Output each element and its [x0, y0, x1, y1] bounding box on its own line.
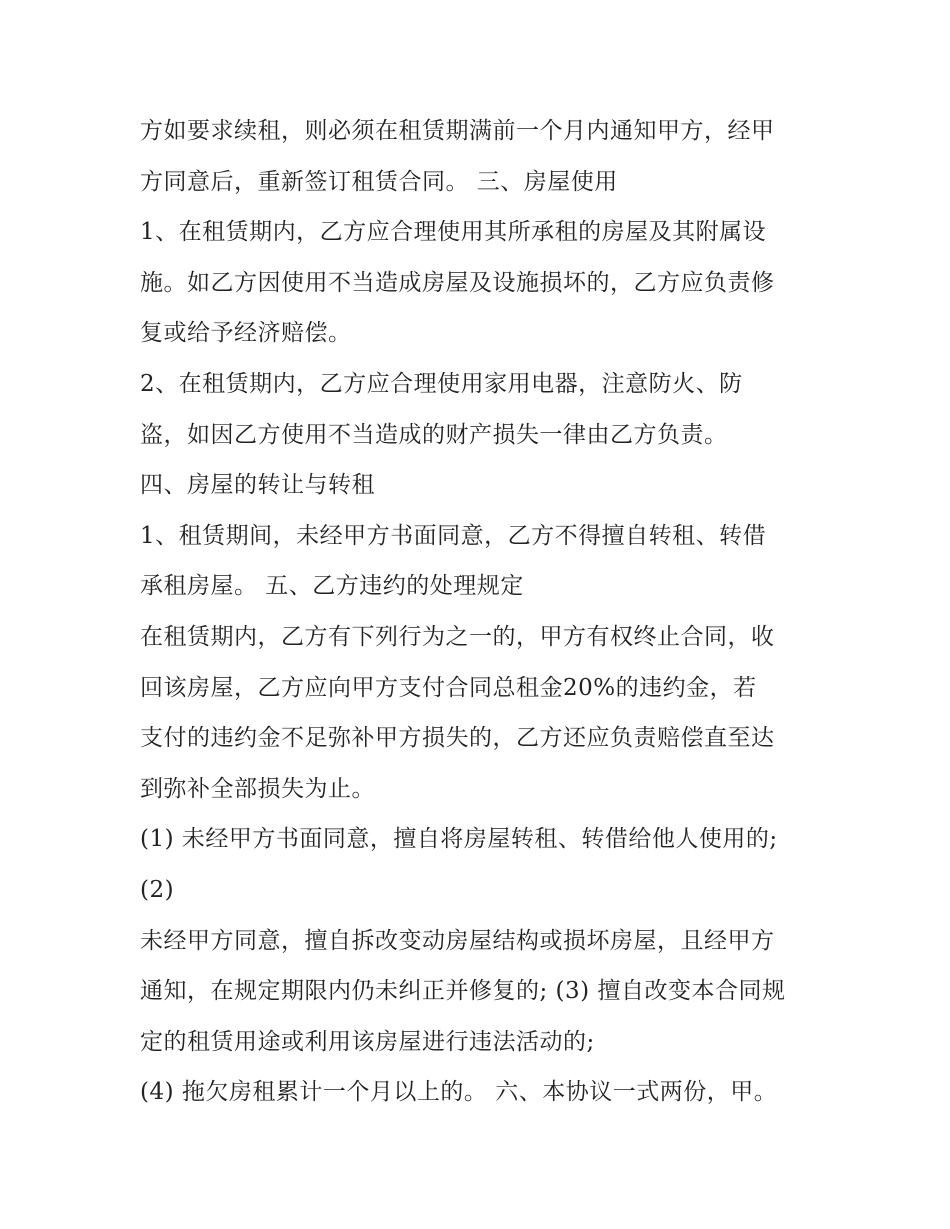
document-line: 承租房屋。 五、乙方违约的处理规定 — [140, 573, 524, 600]
document-line: 方同意后，重新签订租赁合同。 三、房屋使用 — [140, 168, 618, 195]
document-body — [140, 106, 830, 1118]
document-line: 2、在租赁期内，乙方应合理使用家用电器，注意防火、防 — [140, 370, 743, 397]
list-item: (1) 未经甲方书面同意，擅自将房屋转租、转借给他人使用的; — [140, 826, 778, 853]
section-heading: 四、房屋的转让与转租 — [140, 472, 375, 499]
document-line: 在租赁期内，乙方有下列行为之一的，甲方有权终止合同，收 — [140, 623, 775, 650]
document-line: 盗，如因乙方使用不当造成的财产损失一律由乙方负责。 — [140, 421, 728, 448]
document-line: 支付的违约金不足弥补甲方损失的，乙方还应负责赔偿直至达 — [140, 725, 775, 752]
document-line: 施。如乙方因使用不当造成房屋及设施损坏的，乙方应负责修 — [140, 269, 775, 296]
document-line: 复或给予经济赔偿。 — [140, 320, 352, 347]
document-line: 回该房屋，乙方应向甲方支付合同总租金20%的违约金，若 — [140, 674, 757, 701]
document-line: 方如要求续租，则必须在租赁期满前一个月内通知甲方，经甲 — [140, 118, 775, 144]
document-line: 1、租赁期间，未经甲方书面同意，乙方不得擅自转租、转借 — [140, 522, 767, 549]
list-item: (4) 拖欠房租累计一个月以上的。 六、本协议一式两份，甲。 — [140, 1079, 778, 1106]
list-item: 通知，在规定期限内仍未纠正并修复的; (3) 擅自改变本合同规 — [140, 978, 786, 1005]
list-item: 定的租赁用途或利用该房屋进行违法活动的; — [140, 1028, 595, 1055]
document-line: 1、在租赁期内，乙方应合理使用其所承租的房屋及其附属设 — [140, 219, 767, 246]
document-line: 到弥补全部损失为止。 — [140, 775, 375, 802]
list-marker: (2) — [140, 876, 175, 903]
list-item: 未经甲方同意，擅自拆改变动房屋结构或损坏房屋，且经甲方 — [140, 927, 775, 954]
